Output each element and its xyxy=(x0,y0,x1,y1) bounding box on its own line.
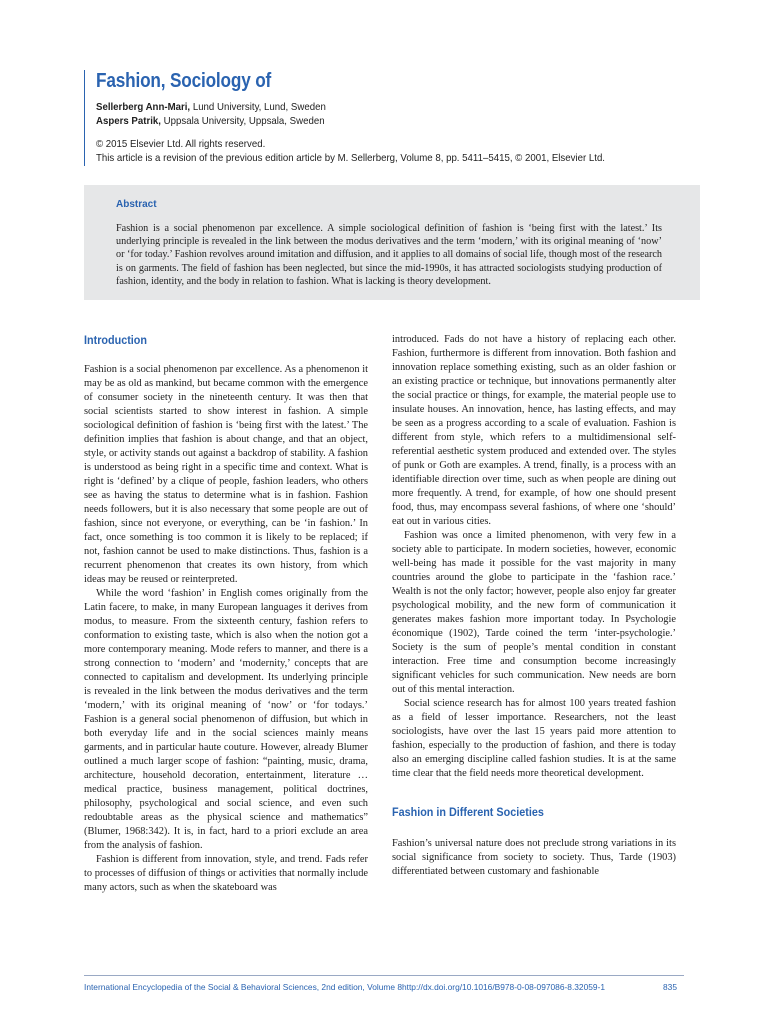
page-number: 835 xyxy=(663,982,677,992)
introduction-heading: Introduction xyxy=(84,333,147,347)
different-societies-heading: Fashion in Different Societies xyxy=(392,805,544,819)
footer-doi-link[interactable]: http://dx.doi.org/10.1016/B978-0-08-097086-8.32059-1 xyxy=(402,982,606,992)
article-header xyxy=(84,70,685,166)
footer-divider xyxy=(84,975,684,976)
author-name-1: Sellerberg Ann-Mari, xyxy=(96,101,191,113)
paragraph: While the word ‘fashion’ in English comes originally from the Latin facere, to make, in many European languages it derives from modus, to measure. From the sixteenth century, fashion refers to conformation to existing taste, which is also when the notion got a more contemporary meaning. Mode refers to manner, and there is a strong connection to ‘modern’ and ‘modernity,’ concepts that are connected to capitalism and development. Its underlying principle is revealed in the link between the modus derivatives and the term ‘modern,’ with its original meaning of ‘now’ or ‘for todays.’ Fashion is a general social phenomenon of diffusion, but which in both everyday life and in the social sciences mainly means garments, and in particular haute couture. However, already Blumer outlined a much larger scope of fashion: “painting, music, drama, architecture, household decoration, entertainment, literature … medical practice, business management, political doctrines, philosophy, psychological and social science, and even such redoubtable areas as the physical science and mathematics” (Blumer, 1968:342). It is, in fact, hard to a priori exclude an area from the analysis of fashion. xyxy=(84,588,368,851)
author-name-2: Aspers Patrik, xyxy=(96,115,161,127)
author-affiliation-1: Lund University, Lund, Sweden xyxy=(192,101,326,113)
abstract-heading: Abstract xyxy=(116,199,157,210)
paragraph: Fashion is a social phenomenon par excellence. As a phenomenon it may be as old as mankind, but became common with the emergence of consumer society in the nineteenth century. It was then that social scientists started to show interest in fashion. A simple sociological definition of fashion is ‘being first with the latest.’ The definition implies that fashion is about change, and that an object, style, or activity stands out against a backdrop of stability. A fashion is understood as being right in a specific time and context. What is right is ‘defined’ by a clique of people, fashion leaders, who others see as having the status to determine what is in fashion. Fashion needs followers, but it is also necessary that some people are out of fashion, since not everyone, or everything, can be ‘in fashion.’ In fact, once something is too common it is likely to be replaced; if not, fashion cannot be used to make distinctions. Thus, fashion is a recurrent phenomenon that creates its own history, from which ideas may be reused or reinterpreted. xyxy=(84,364,368,585)
author-affiliation-2: Uppsala University, Uppsala, Sweden xyxy=(163,115,325,127)
paragraph: Fashion was once a limited phenomenon, with very few in a society able to participate. In modern societies, however, economic well-being has made it possible for the vast majority in many countries around the globe to participate in the ‘fashion race.’ Wealth is not the only factor; however, people also enjoy far greater psychological mobility, and the new form of communication it generates makes fashion more important today. In Psychologie économique (1902), Tarde coined the term ‘inter-psychologie.’ Society is the sum of people’s mental condition in constant interaction. Free time and consumption become increasingly significant vehicles for such communication. New needs are born out of this mental interaction. xyxy=(392,530,676,695)
paragraph: introduced. Fads do not have a history of replacing each other. Fashion, furthermore is different from innovation. Both fashion and innovation replace something existing, such as an older fashion or an existing practice or technique, but innovations permanently alter the social practice or things, for example, the material people use to insulate houses. An innovation, hence, has lasting effects, and may be seen as a progress according to a scale of evaluation. Fashion is different from style, which refers to a multidimensional self-referential aesthetic system produced and extended over. The styles of punk or Goth are examples. A trend, finally, is a process with an identifiable direction over time, such as when people are dining out more frequently. A trend, for example, of how one should present food, thus, may encompass several fashions, of where one ‘should’ eat out in various cities. xyxy=(392,334,676,527)
abstract-text: Fashion is a social phenomenon par excellence. A simple sociological definition of fashion is ‘being first with the latest.’ Its underlying principle is revealed in the link between the modus derivatives and the term ‘modern,’ with its original meaning of ‘now’ or ‘for today.’ Fashion revolves around imitation and diffusion, and it applies to all domains of social life, though most of the research is on garments. The field of fashion has been neglected, but since the mid-1990s, it has attracted sociologists studying production of fashion, identity, and the body in relation to fashion. What is lacking is theory development. xyxy=(116,223,662,287)
revision-note: This article is a revision of the previous edition article by M. Sellerberg, Volume 8, pp. 5411–5415, © 2001, Elsevier Ltd. xyxy=(96,152,606,164)
author-line-2 xyxy=(96,114,325,128)
paragraph: Social science research has for almost 100 years treated fashion as a field of lesser importance. Researchers, not the least sociologists, have over the last 15 years paid more attention to fashion, especially to the production of fashion, and there is today also an emerging discipline called fashion studies. It is at the same time clear that the field needs more theoretical development. xyxy=(392,698,676,779)
footer-publication: International Encyclopedia of the Social & Behavioral Sciences, 2nd edition, Volume 8 xyxy=(84,982,402,992)
paragraph: Fashion’s universal nature does not preclude strong variations in its social significance from society to society. Thus, Tarde (1903) differentiated between customary and fashionable xyxy=(392,838,676,877)
left-column xyxy=(84,333,368,895)
abstract-box xyxy=(84,185,700,300)
copyright-notice: © 2015 Elsevier Ltd. All rights reserved. xyxy=(96,138,266,150)
right-column xyxy=(392,333,676,879)
article-title: Fashion, Sociology of xyxy=(96,70,272,92)
author-line-1 xyxy=(96,100,326,114)
paragraph: Fashion is different from innovation, style, and trend. Fads refer to processes of diffusion of things or activities that normally include many actors, such as when the skateboard was xyxy=(84,854,368,893)
